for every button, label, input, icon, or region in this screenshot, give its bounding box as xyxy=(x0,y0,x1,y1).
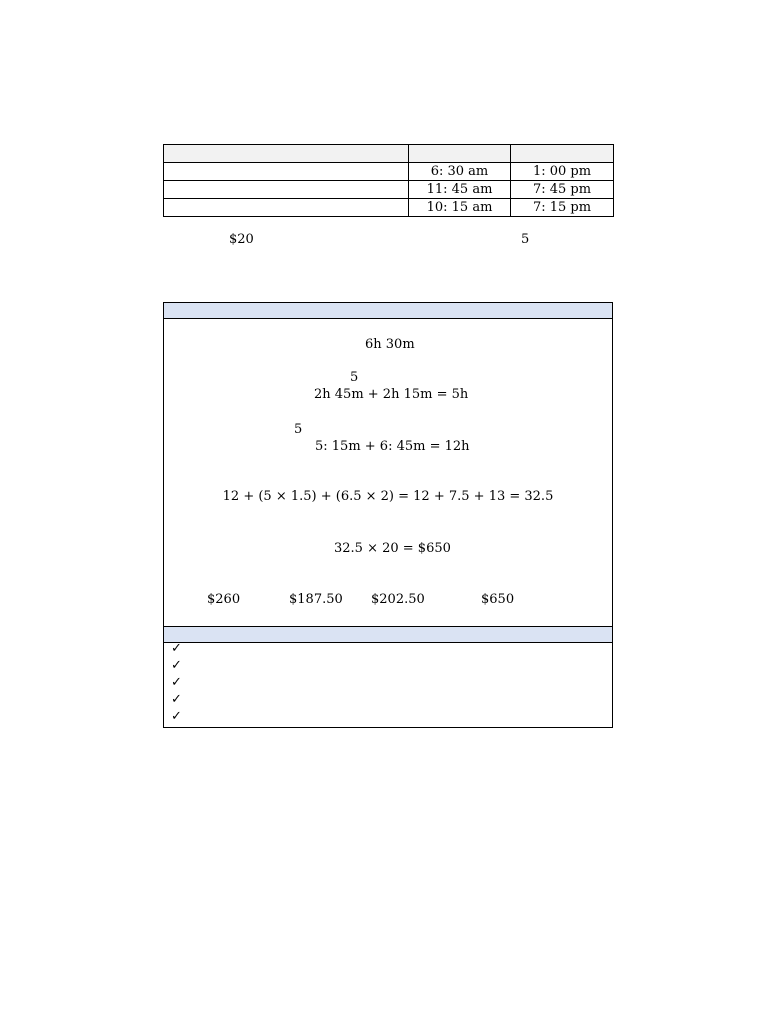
amount-3: $202.50 xyxy=(371,592,425,607)
header-cell-name xyxy=(164,145,409,163)
check-icon: ✓ xyxy=(171,692,182,707)
solution-header-band xyxy=(164,303,612,319)
row-name-cell xyxy=(164,163,409,181)
total-hours-expression: 12 + (5 × 1.5) + (6.5 × 2) = 12 + 7.5 + 13 = 32.5 xyxy=(222,489,554,504)
multiplier-b: 5 xyxy=(294,422,303,437)
table-row xyxy=(164,199,614,217)
row-name-cell xyxy=(164,181,409,199)
check-icon: ✓ xyxy=(171,641,182,656)
table-row xyxy=(164,163,614,181)
end-time-cell: 7: 45 pm xyxy=(511,181,614,199)
hourly-rate: $20 xyxy=(229,232,254,247)
amount-4: $650 xyxy=(481,592,515,607)
check-icon: ✓ xyxy=(171,658,182,673)
table-row xyxy=(164,181,614,199)
amount-2: $187.50 xyxy=(289,592,343,607)
start-time-cell: 11: 45 am xyxy=(409,181,511,199)
hours-day-1: 6h 30m xyxy=(365,337,415,352)
header-cell-start xyxy=(409,145,511,163)
check-icon: ✓ xyxy=(171,675,182,690)
end-time-cell: 7: 15 pm xyxy=(511,199,614,217)
pay-expression: 32.5 × 20 = $650 xyxy=(334,541,451,556)
checklist-header-band xyxy=(164,626,612,643)
sum-b: 5: 15m + 6: 45m = 12h xyxy=(315,439,470,454)
check-icon: ✓ xyxy=(171,709,182,724)
schedule-table xyxy=(163,144,614,217)
multiplier-a: 5 xyxy=(350,370,359,385)
row-name-cell xyxy=(164,199,409,217)
table-header-row xyxy=(164,145,614,163)
start-time-cell: 10: 15 am xyxy=(409,199,511,217)
sum-a: 2h 45m + 2h 15m = 5h xyxy=(314,387,469,402)
header-cell-end xyxy=(511,145,614,163)
day-count: 5 xyxy=(521,232,530,247)
amount-1: $260 xyxy=(207,592,241,607)
start-time-cell: 6: 30 am xyxy=(409,163,511,181)
solution-box xyxy=(163,302,613,728)
end-time-cell: 1: 00 pm xyxy=(511,163,614,181)
